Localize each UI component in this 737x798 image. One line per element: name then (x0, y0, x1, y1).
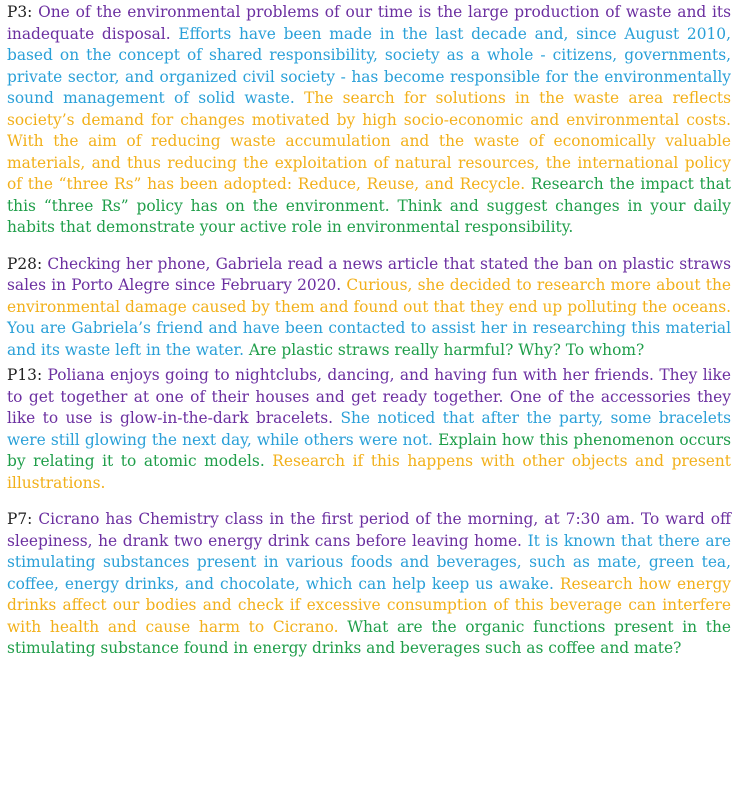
problem-context: One of the environmental problems of our time is the large production of waste and its inadequate disposal. (7, 3, 731, 43)
problem-context: Cicrano has Chemistry class in the first period of the morning, at 7:30 am. To ward off sleepiness, he drank two energy drink cans before leaving home. (7, 510, 731, 550)
problem-task: Explain how this phenomenon occurs by relating it to atomic models. (7, 430, 731, 470)
problem-background: She noticed that after the party, some bracelets were still glowing the next day, while others were not. (7, 409, 731, 449)
problem-task: Research the impact that this “three Rs” policy has on the environment. Think and suggest changes in your daily habits that demonstrate your active role in environmental responsibility. (7, 175, 731, 236)
problem-label: P7: (7, 510, 33, 528)
problem-details: Curious, she decided to research more about the environmental damage caused by them and found out that they end up polluting the oceans. (7, 276, 731, 316)
problem-task: What are the organic functions present in the stimulating substance found in energy drinks and beverages such as coffee and mate? (7, 617, 731, 657)
problem-paragraph-p3 (7, 2, 731, 239)
problem-details: The search for solutions in the waste area reflects society’s demand for changes motivated by high socio-economic and environmental costs. With the aim of reducing waste accumulation and the waste of economically valuable materials, and thus reducing the exploitation of natural resources, the international policy of the “three Rs” has been adopted: Reduce, Reuse, and Recycle. (7, 89, 731, 193)
problem-background: It is known that there are stimulating substances present in various foods and beverages, such as mate, green tea, coffee, energy drinks, and chocolate, which can help keep us awake. (7, 531, 732, 593)
problem-context: Poliana enjoys going to nightclubs, dancing, and having fun with her friends. They like to get together at one of their houses and get ready together. One of the accessories they like to use is glow-in-the-dark bracelets. (7, 366, 731, 427)
problem-details: Research how energy drinks affect our bodies and check if excessive consumption of this beverage can interfere with health and cause harm to Cicrano. (7, 574, 731, 636)
problem-task: Are plastic straws really harmful? Why? To whom? (248, 340, 645, 359)
problem-paragraph-p13 (7, 365, 731, 494)
problem-background: You are Gabriela’s friend and have been contacted to assist her in researching this material and its waste left in the water. (7, 319, 731, 359)
problem-background: Efforts have been made in the last decade and, since August 2010, based on the concept of shared responsibility, society as a whole - citizens, governments, private sector, and organized civil society - has become responsible for the environmentally sound management of solid waste. (7, 24, 731, 107)
problem-label: P13: (7, 366, 43, 384)
problem-label: P3: (7, 3, 33, 21)
problem-paragraph-p7 (7, 509, 731, 660)
problem-paragraph-p28 (7, 254, 731, 362)
problem-details: Research if this happens with other objects and present illustrations. (7, 452, 731, 492)
problem-label: P28: (7, 254, 43, 273)
problem-context: Checking her phone, Gabriela read a news article that stated the ban on plastic straws sales in Porto Alegre since February 2020. (7, 254, 731, 294)
